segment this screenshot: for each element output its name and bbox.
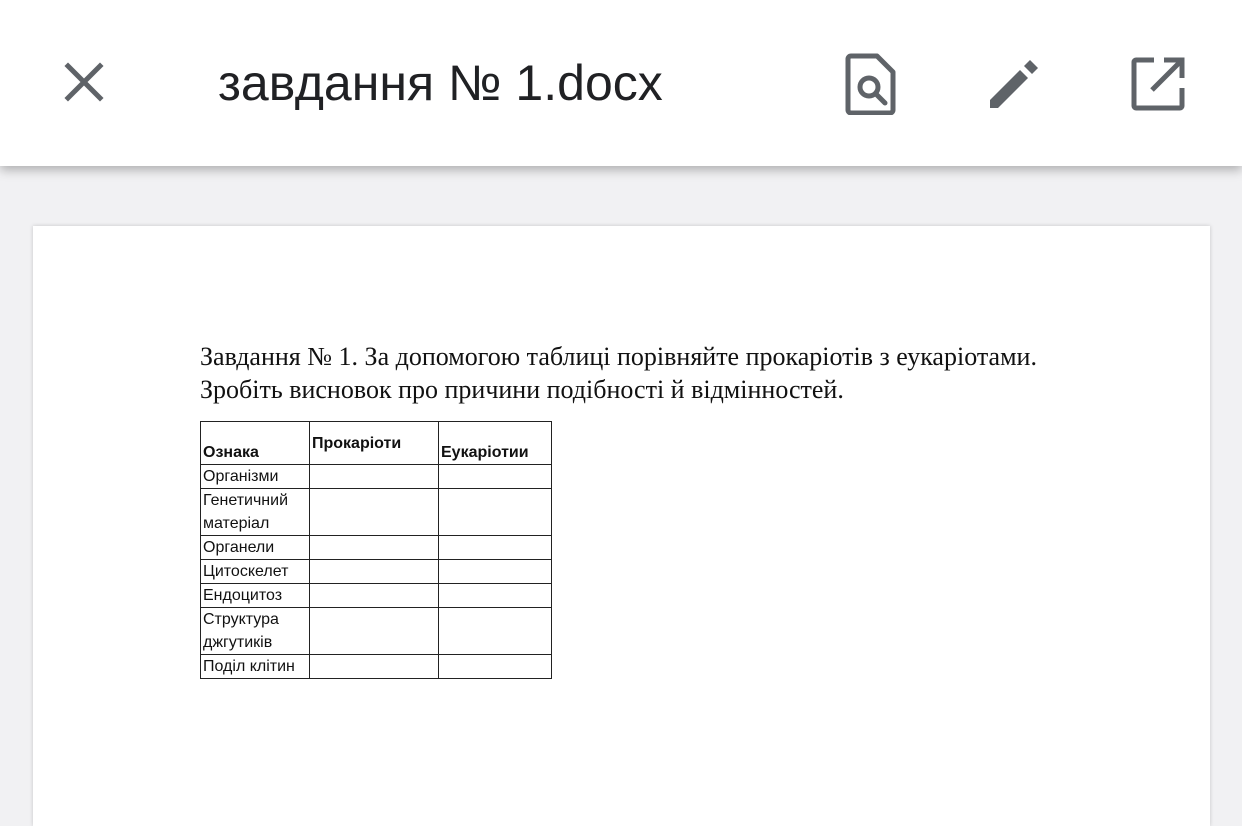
table-row — [201, 465, 552, 489]
document-title: завдання № 1.docx — [218, 55, 663, 111]
cell-prokaryotes — [310, 560, 439, 584]
cell-eukaryotes — [439, 489, 552, 536]
header-prokaryotes: Прокаріоти — [310, 422, 439, 465]
table-row — [201, 536, 552, 560]
cell-eukaryotes — [439, 655, 552, 679]
row-label: Структура джгутиків — [201, 608, 310, 655]
table-row — [201, 489, 552, 536]
edit-pencil-icon — [984, 54, 1044, 114]
open-external-icon — [1128, 54, 1188, 114]
row-label: Ендоцитоз — [201, 584, 310, 608]
cell-prokaryotes — [310, 536, 439, 560]
table-row — [201, 560, 552, 584]
cell-prokaryotes — [310, 465, 439, 489]
task-line-1: Завдання № 1. За допомогою таблиці порівняйте прокаріотів з еукаріотами. — [200, 342, 1037, 371]
cell-eukaryotes — [439, 608, 552, 655]
row-label: Генетичний матеріал — [201, 489, 310, 536]
table-header-row — [201, 422, 552, 465]
comparison-table — [200, 421, 552, 679]
find-in-page-icon — [843, 53, 897, 115]
row-label: Органели — [201, 536, 310, 560]
header-feature: Ознака — [201, 422, 310, 465]
close-icon — [60, 58, 108, 106]
cell-prokaryotes — [310, 584, 439, 608]
open-in-app-button[interactable] — [1124, 50, 1192, 118]
row-label: Поділ клітин — [201, 655, 310, 679]
task-line-2: Зробіть висновок про причини подібності й відмінностей. — [200, 375, 844, 404]
cell-eukaryotes — [439, 536, 552, 560]
cell-prokaryotes — [310, 608, 439, 655]
table-row — [201, 608, 552, 655]
edit-button[interactable] — [980, 50, 1048, 118]
close-button[interactable] — [52, 50, 116, 114]
app-bar — [0, 0, 1242, 166]
cell-prokaryotes — [310, 655, 439, 679]
document-page — [33, 226, 1210, 826]
table-row — [201, 584, 552, 608]
row-label: Цитоскелет — [201, 560, 310, 584]
task-text — [200, 340, 1160, 406]
table-row — [201, 655, 552, 679]
row-label: Організми — [201, 465, 310, 489]
cell-eukaryotes — [439, 584, 552, 608]
header-eukaryotes: Еукаріотии — [439, 422, 552, 465]
cell-eukaryotes — [439, 560, 552, 584]
cell-prokaryotes — [310, 489, 439, 536]
find-in-page-button[interactable] — [836, 50, 904, 118]
cell-eukaryotes — [439, 465, 552, 489]
